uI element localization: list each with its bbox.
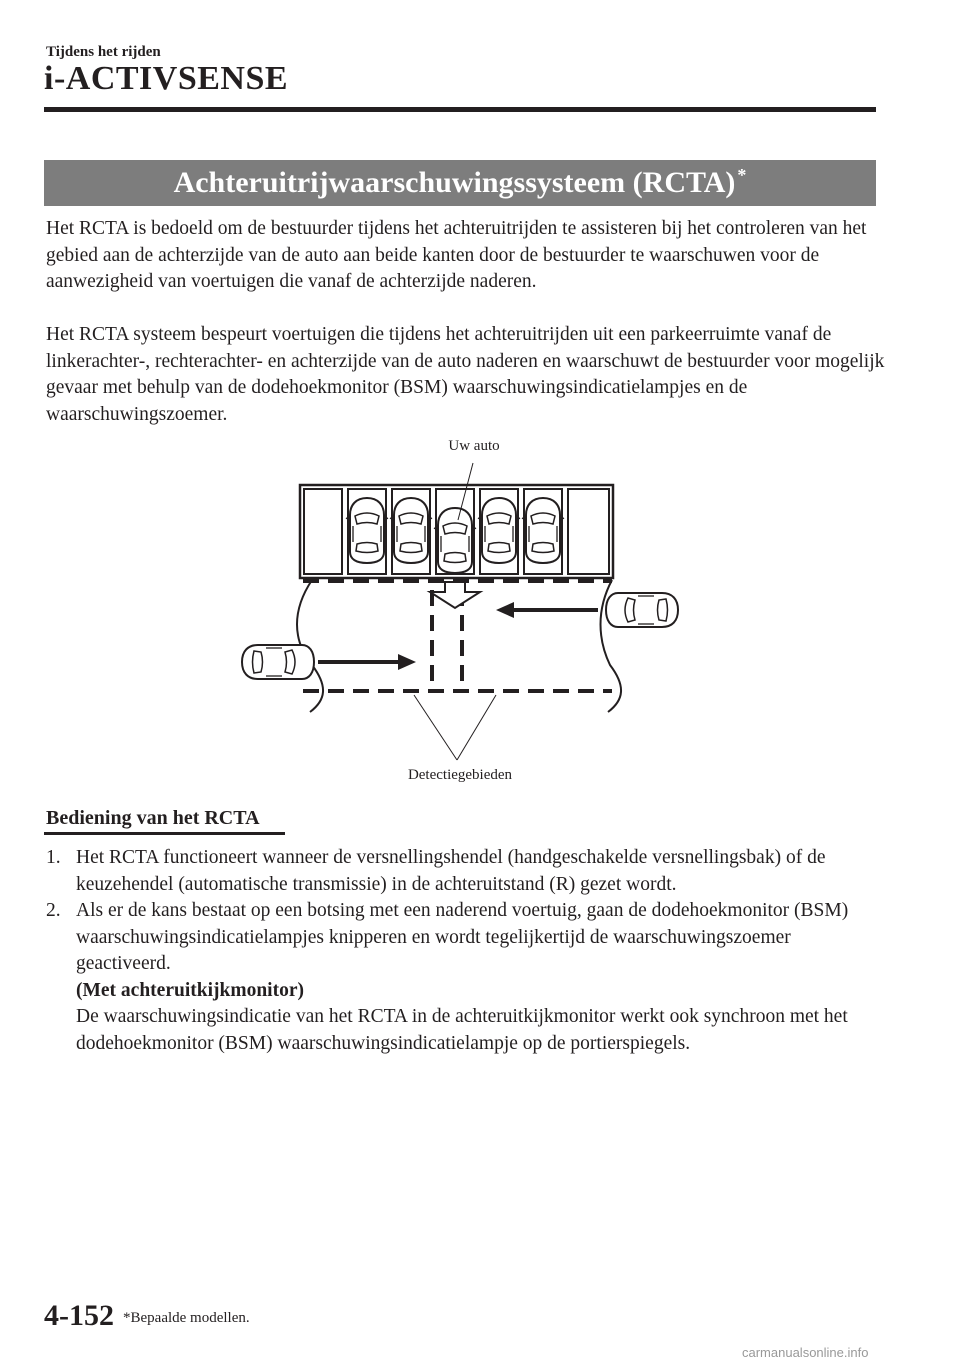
intro-paragraph-1: Het RCTA is bedoeld om de bestuurder tijdens het achteruitrijden te assisteren bij het controleren van het gebied aan de achterzijde van de auto aan beide kanten door de bestuurder te waarschuwen voor de aanwezigheid van voertuigen die vanaf de achterzijde naderen. [46,218,867,292]
callout-line-area-right [457,695,496,760]
list-item-subtext: De waarschuwingsindicatie van het RCTA in de achteruitkijkmonitor werkt ook synchroon met het dodehoekmonitor (BSM) waarschuwingsindicatielampje op de portierspiegels. [76,1006,848,1054]
parked-car [346,498,388,563]
chapter-title: i-ACTIVSENSE [44,60,289,97]
list-item-number: 2. [46,900,61,921]
watermark: carmanualsonline.info [742,1345,869,1360]
list-item [46,845,886,898]
banner-title: Achteruitrijwaarschuwingssysteem (RCTA) * [173,165,747,199]
footnote-marker: * [737,165,747,185]
list-item-text: Het RCTA functioneert wanneer de versnellingshendel (handgeschakelde versnellingsbak) of de keuzehendel (automatische transmissie) in de achteruitstand (R) gezet wordt. [76,847,826,895]
list-item [46,898,886,1057]
own-car-icon [434,508,476,573]
section-banner [44,160,876,206]
label-detection-areas: Detectiegebieden [407,767,513,783]
operation-heading-rule [44,832,285,835]
label-your-car: Uw auto [448,438,500,454]
approaching-car-right [606,593,678,627]
approaching-car-left [242,645,314,679]
operation-list [46,845,886,1057]
footnote: *Bepaalde modellen. [123,1310,250,1326]
section-label: Tijdens het rijden [46,44,161,60]
page-number: 4-152 [44,1299,114,1332]
list-item-text: Als er de kans bestaat op een botsing met een naderend voertuig, gaan de dodehoekmonitor (BSM) waarschuwingsindicatielampjes knipperen en wordt tegelijkertijd de waarschuwingszoemer geactiveerd. [76,900,849,974]
title-rule [44,107,876,112]
callout-line-area-left [414,695,457,760]
list-item-number: 1. [46,847,61,868]
rcta-diagram [0,432,960,792]
parked-car [390,498,432,563]
intro-paragraph-2: Het RCTA systeem bespeurt voertuigen die tijdens het achteruitrijden uit een parkeerruimte vanaf de linkerachter-, rechterachter- en achterzijde van de auto naderen en waarschuwt de bestuurder voor mogelijk gevaar met behulp van de dodehoekmonitor (BSM) waarschuwingsindicatielampjes en de waarschuwingszoemer. [46,324,885,425]
list-item-subheading: (Met achteruitkijkmonitor) [76,979,304,1001]
parked-car [522,498,564,563]
operation-heading: Bediening van het RCTA [46,807,260,829]
reverse-arrow-icon [430,582,480,608]
parked-car [478,498,520,563]
